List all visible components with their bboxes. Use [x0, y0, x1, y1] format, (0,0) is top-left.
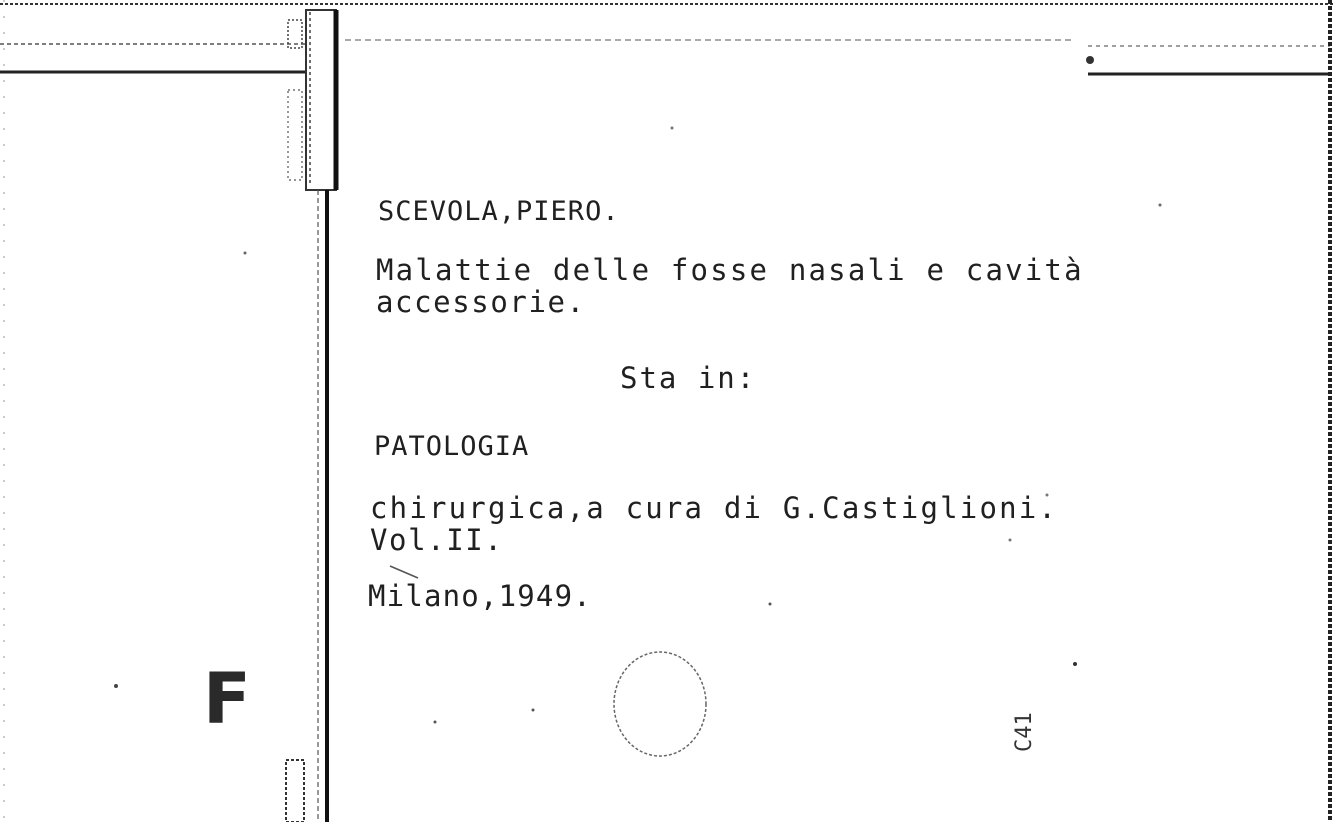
in-label: Sta in:	[620, 361, 757, 395]
title-line-2: accessorie.	[376, 285, 586, 319]
host-line-2: Vol.II.	[370, 523, 504, 557]
host-title: PATOLOGIA	[374, 431, 530, 462]
author-heading: SCEVOLA,PIERO.	[378, 196, 620, 227]
shelf-mark: C41	[1012, 712, 1037, 752]
side-letter-tab: F	[203, 658, 251, 740]
title-line-1: Malattie delle fosse nasali e cavità	[376, 253, 1084, 287]
hand-drawn-oval	[614, 652, 706, 756]
publication-line: Milano,1949.	[368, 579, 592, 613]
host-line-1: chirurgica,a cura di G.Castiglioni.	[370, 491, 1059, 525]
